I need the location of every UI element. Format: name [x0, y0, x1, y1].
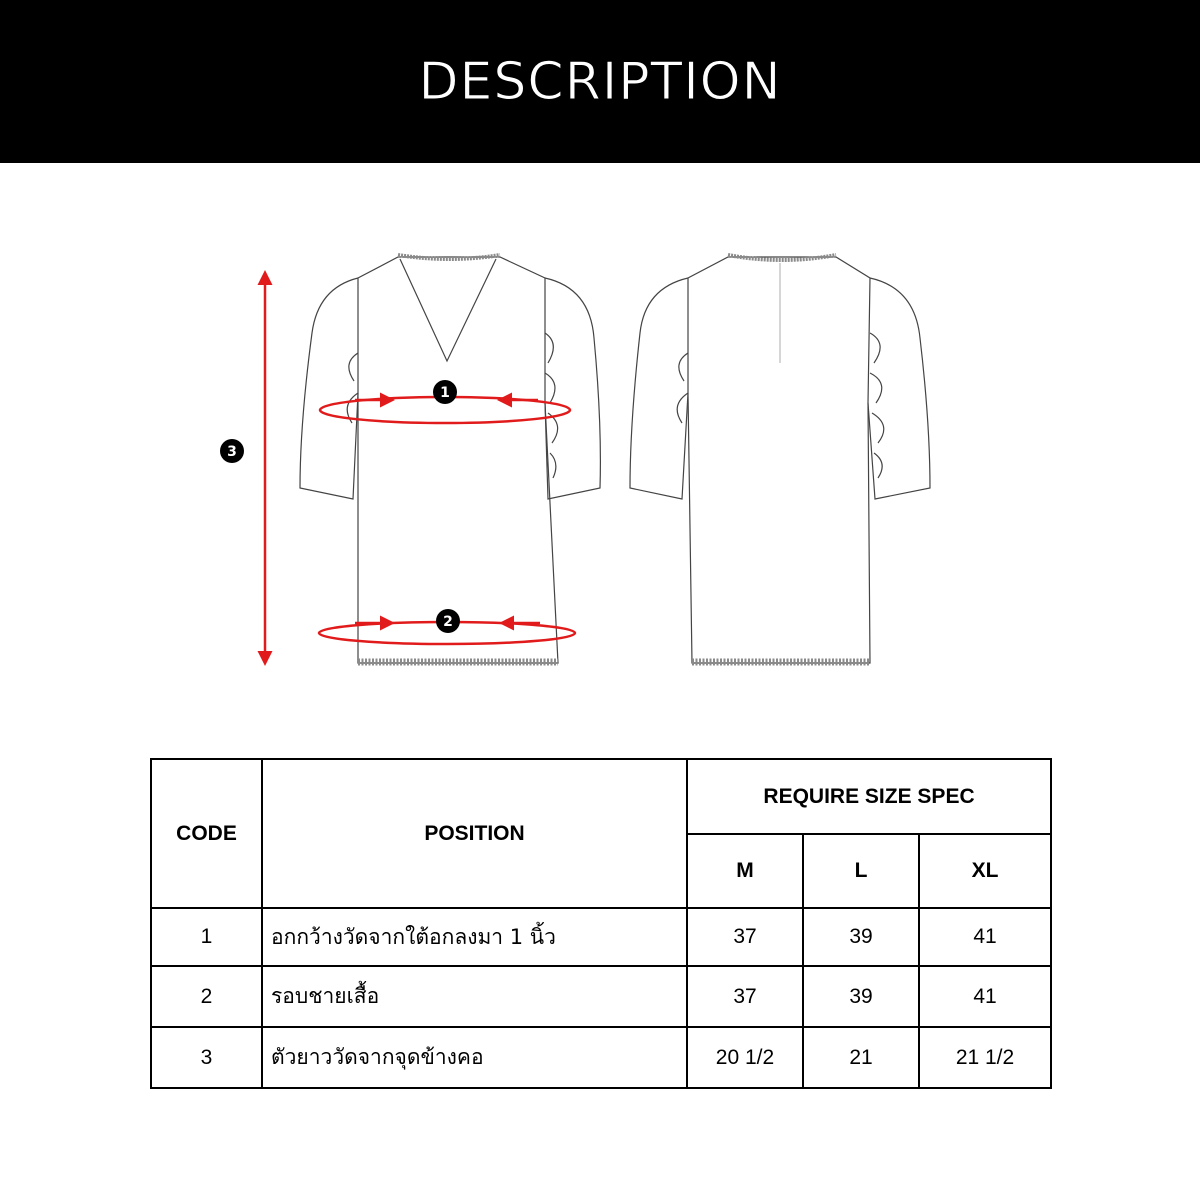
row-size-l: 39 [803, 966, 919, 1027]
svg-text:2: 2 [443, 614, 453, 630]
row-size-m: 37 [687, 908, 803, 966]
header-require-size-spec: REQUIRE SIZE SPEC [687, 759, 1051, 834]
header-size-l: L [803, 834, 919, 908]
measure-marks [265, 273, 575, 663]
page-title: DESCRIPTION [418, 51, 782, 112]
marker-1 [433, 380, 457, 404]
svg-text:1: 1 [440, 385, 450, 401]
table-row [151, 1027, 1051, 1088]
table-row [151, 908, 1051, 966]
header-size-m: M [687, 834, 803, 908]
header-size-xl: XL [919, 834, 1051, 908]
row-size-l: 21 [803, 1027, 919, 1088]
garment-diagram [0, 163, 1200, 743]
marker-3 [220, 439, 244, 463]
row-size-xl: 41 [919, 966, 1051, 1027]
header-position: POSITION [262, 759, 687, 908]
row-position: ตัวยาววัดจากจุดข้างคอ [262, 1027, 687, 1088]
header-banner [0, 0, 1200, 163]
row-size-l: 39 [803, 908, 919, 966]
row-size-xl: 41 [919, 908, 1051, 966]
row-code: 1 [151, 908, 262, 966]
garment-illustration [0, 163, 1200, 743]
row-size-xl: 21 1/2 [919, 1027, 1051, 1088]
row-size-m: 20 1/2 [687, 1027, 803, 1088]
size-spec-table [150, 758, 1052, 1089]
back-view [630, 255, 930, 663]
row-code: 3 [151, 1027, 262, 1088]
header-code: CODE [151, 759, 262, 908]
marker-2 [436, 609, 460, 633]
row-size-m: 37 [687, 966, 803, 1027]
table-row [151, 966, 1051, 1027]
svg-text:3: 3 [227, 444, 237, 460]
row-position: รอบชายเสื้อ [262, 966, 687, 1027]
row-code: 2 [151, 966, 262, 1027]
front-view [300, 255, 600, 663]
row-position: อกกว้างวัดจากใต้อกลงมา 1 นิ้ว [262, 908, 687, 966]
